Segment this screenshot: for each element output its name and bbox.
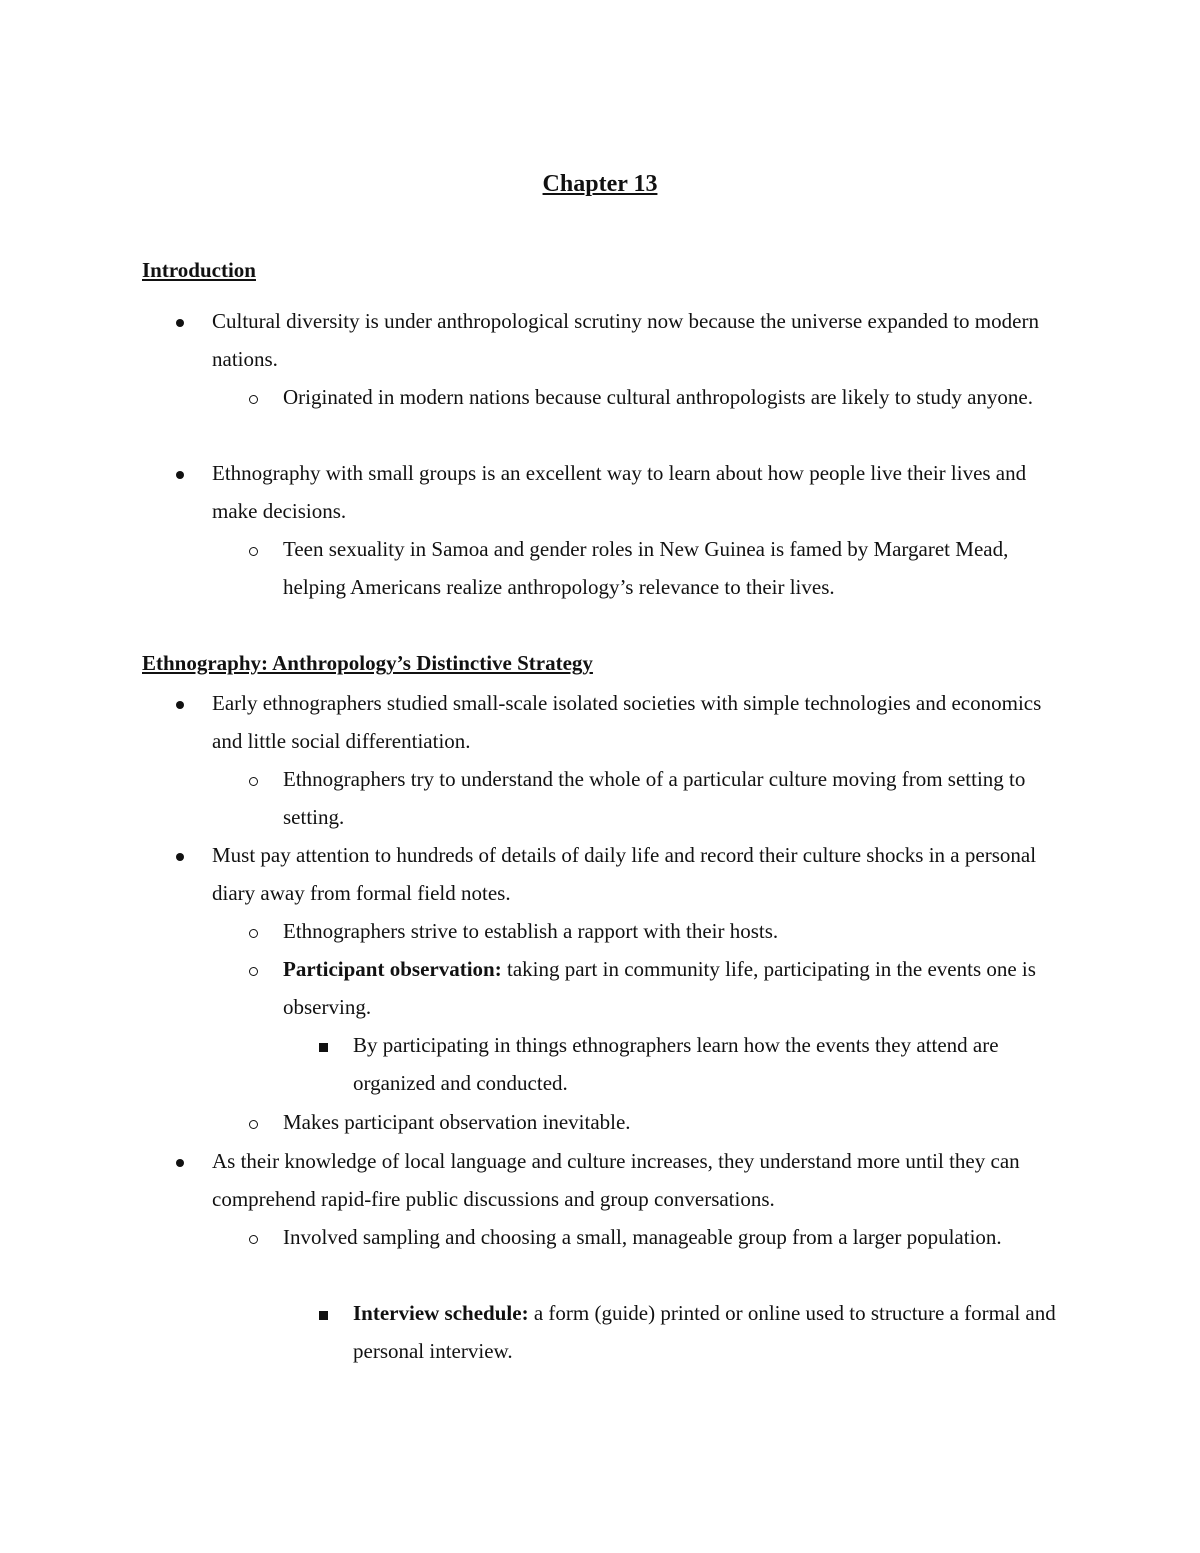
hollow-circle-bullet-icon xyxy=(243,912,263,950)
section-heading-ethnography: Ethnography: Anthropology’s Distinctive Strategy xyxy=(142,651,593,675)
list-item-text: Early ethnographers studied small-scale isolated societies with simple technologies and economics and little social differentiation. xyxy=(212,691,1042,753)
hollow-circle-bullet-icon xyxy=(243,950,263,988)
list-item-text: Must pay attention to hundreds of details of daily life and record their culture shocks in a personal diary away from formal field notes. xyxy=(212,843,1037,905)
list-item-text: Originated in modern nations because cultural anthropologists are likely to study anyone. xyxy=(283,385,1033,409)
list-item xyxy=(212,1142,1062,1218)
section-heading-introduction: Introduction xyxy=(142,258,256,282)
list-item xyxy=(212,454,1062,530)
list-item-text: Ethnographers strive to establish a rapport with their hosts. xyxy=(283,919,779,943)
list-item xyxy=(283,1103,1063,1141)
list-item-text: Ethnographers try to understand the whole of a particular culture moving from setting to setting. xyxy=(283,767,1026,829)
hollow-circle-bullet-icon xyxy=(243,1103,263,1141)
list-item-text: By participating in things ethnographers learn how the events they attend are organized and conducted. xyxy=(353,1033,999,1095)
list-item xyxy=(283,530,1063,606)
list-item-text: Teen sexuality in Samoa and gender roles in New Guinea is famed by Margaret Mead, helping Americans realize anthropology’s relevance to their lives. xyxy=(283,537,1009,599)
list-item xyxy=(353,1294,1065,1370)
square-bullet-icon xyxy=(313,1026,333,1064)
filled-circle-bullet-icon xyxy=(170,454,190,492)
list-item xyxy=(212,302,1062,378)
hollow-circle-bullet-icon xyxy=(243,760,263,798)
filled-circle-bullet-icon xyxy=(170,684,190,722)
list-item xyxy=(212,684,1062,760)
hollow-circle-bullet-icon xyxy=(243,530,263,568)
filled-circle-bullet-icon xyxy=(170,302,190,340)
hollow-circle-bullet-icon xyxy=(243,1218,263,1256)
list-item xyxy=(212,836,1062,912)
term-label: Participant observation: xyxy=(283,957,502,981)
list-item xyxy=(283,1218,1063,1256)
list-item-text: Cultural diversity is under anthropological scrutiny now because the universe expanded to modern nations. xyxy=(212,309,1039,371)
list-item xyxy=(353,1026,1065,1102)
list-item xyxy=(283,950,1063,1026)
term-label: Interview schedule: xyxy=(353,1301,529,1325)
hollow-circle-bullet-icon xyxy=(243,378,263,416)
list-item xyxy=(283,912,1063,950)
list-item xyxy=(283,760,1063,836)
list-item-text: a form (guide) printed or online used to structure a formal and personal interview. xyxy=(353,1301,1056,1363)
list-item-text: Involved sampling and choosing a small, manageable group from a larger population. xyxy=(283,1225,1002,1249)
filled-circle-bullet-icon xyxy=(170,836,190,874)
list-item-text: taking part in community life, participating in the events one is observing. xyxy=(283,957,1036,1019)
list-item-text: Ethnography with small groups is an excellent way to learn about how people live their lives and make decisions. xyxy=(212,461,1027,523)
list-item xyxy=(283,378,1063,416)
list-item-text: Makes participant observation inevitable. xyxy=(283,1110,631,1134)
page-title: Chapter 13 xyxy=(542,171,658,197)
list-item-text: As their knowledge of local language and culture increases, they understand more until they can comprehend rapid-fire public discussions and group conversations. xyxy=(212,1149,1020,1211)
filled-circle-bullet-icon xyxy=(170,1142,190,1180)
square-bullet-icon xyxy=(313,1294,333,1332)
